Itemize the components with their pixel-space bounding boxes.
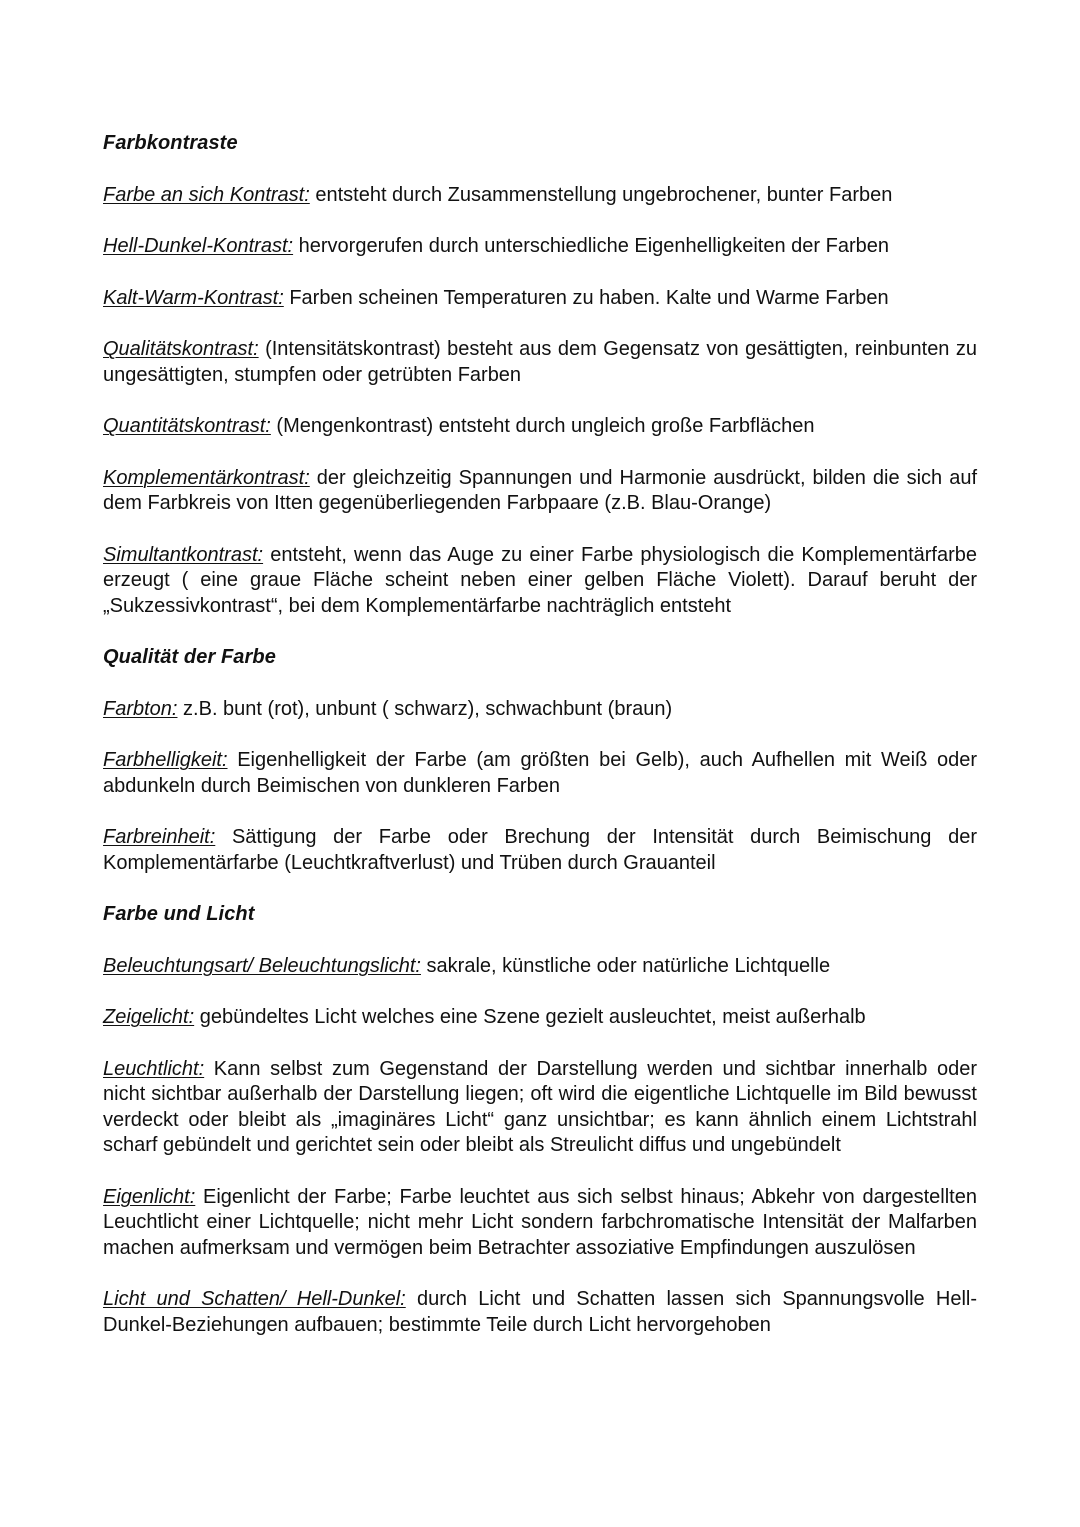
definition-entry (103, 466, 977, 517)
definition-entry (103, 748, 977, 799)
definition-term: Qualitätskontrast: (103, 338, 259, 360)
definition-text: der gleichzeitig Spannungen und Harmonie ausdrückt, bilden die sich auf dem Farbkreis von Itten gegenüberliegenden Farbpaare (z.B. Blau-Orange) (103, 466, 977, 514)
definition-entry (103, 1185, 977, 1262)
definition-term: Leuchtlicht: (103, 1057, 205, 1080)
definition-text: entsteht, wenn das Auge zu einer Farbe physiologisch die Komplementärfarbe erzeugt ( eine graue Fläche scheint neben einer gelben Fläche Violett). Darauf beruht der „Sukzessivkontrast“, bei dem Komplementärfarbe nachträglich entsteht (103, 543, 977, 617)
definition-term: Farbe an sich Kontrast: (103, 183, 310, 206)
definition-entry (103, 1287, 977, 1338)
definition-text: hervorgerufen durch unterschiedliche Eigenhelligkeiten der Farben (293, 235, 889, 257)
definition-entry (103, 1057, 977, 1159)
definition-term: Farbton: (103, 697, 178, 720)
definition-text: (Intensitätskontrast) besteht aus dem Gegensatz von gesättigten, reinbunten zu ungesättigten, stumpfen oder getrübten Farben (103, 338, 977, 386)
section-heading-farbkontraste: Farbkontraste (103, 132, 238, 154)
definition-term: Eigenlicht: (103, 1185, 196, 1208)
definition-entry (103, 337, 977, 388)
definition-text: Sättigung der Farbe oder Brechung der Intensität durch Beimischung der Komplementärfarbe (Leuchtkraftverlust) und Trüben durch Grauanteil (103, 826, 977, 874)
definition-text: Farben scheinen Temperaturen zu haben. Kalte und Warme Farben (283, 286, 889, 309)
section-heading-farbe-und-licht: Farbe und Licht (103, 903, 255, 925)
section-heading-qualitaet-der-farbe: Qualität der Farbe (103, 646, 276, 668)
definition-term: Licht und Schatten/ Hell-Dunkel: (103, 1288, 406, 1310)
definition-term: Beleuchtungsart/ Beleuchtungslicht: (103, 954, 421, 977)
definition-text: (Mengenkontrast) entsteht durch ungleich große Farbflächen (270, 415, 815, 437)
definition-entry (103, 543, 977, 620)
definition-term: Farbhelligkeit: (103, 749, 228, 771)
definition-term: Farbreinheit: (103, 826, 216, 848)
definition-entry (103, 697, 977, 723)
definition-text: Kann selbst zum Gegenstand der Darstellung werden und sichtbar innerhalb oder nicht sichtbar außerhalb der Darstellung liegen; oft wird die eigentliche Lichtquelle im Bild bewusst verdeckt oder bleibt als „imaginäres Licht“ ganz unsichtbar; es kann ähnlich einem Lichtstrahl scharf gebündelt und gerichtet sein oder bleibt als Streulicht diffus und ungebündelt (103, 1057, 977, 1156)
definition-text: z.B. bunt (rot), unbunt ( schwarz), schwachbunt (braun) (177, 697, 673, 720)
definition-term: Simultantkontrast: (103, 543, 264, 566)
definition-entry (103, 414, 977, 440)
definition-text: entsteht durch Zusammenstellung ungebrochener, bunter Farben (309, 183, 893, 206)
definition-entry (103, 286, 977, 312)
definition-text: Eigenhelligkeit der Farbe (am größten bei Gelb), auch Aufhellen mit Weiß oder abdunkeln durch Beimischen von dunkleren Farben (103, 749, 977, 797)
definition-entry (103, 234, 977, 260)
definition-entry (103, 183, 977, 209)
definition-term: Quantitätskontrast: (103, 415, 271, 437)
definition-entry (103, 825, 977, 876)
definition-term: Zeigelicht: (103, 1006, 195, 1028)
document-page (103, 131, 977, 1364)
definition-text: durch Licht und Schatten lassen sich Spannungsvolle Hell-Dunkel-Beziehungen aufbauen; bestimmte Teile durch Licht hervorgehoben (103, 1288, 977, 1336)
definition-term: Kalt-Warm-Kontrast: (103, 286, 284, 309)
definition-text: gebündeltes Licht welches eine Szene gezielt ausleuchtet, meist außerhalb (194, 1006, 866, 1028)
definition-entry (103, 1005, 977, 1031)
definition-term: Hell-Dunkel-Kontrast: (103, 235, 294, 257)
definition-term: Komplementärkontrast: (103, 466, 310, 489)
definition-text: sakrale, künstliche oder natürliche Lichtquelle (420, 954, 831, 977)
definition-entry (103, 954, 977, 980)
definition-text: Eigenlicht der Farbe; Farbe leuchtet aus sich selbst hinaus; Abkehr von dargestellten Leuchtlicht einer Lichtquelle; nicht mehr Licht sondern farbchromatische Intensität der Malfarben machen aufmerksam und vermögen beim Betrachter assoziative Empfindungen auszulösen (103, 1185, 977, 1259)
